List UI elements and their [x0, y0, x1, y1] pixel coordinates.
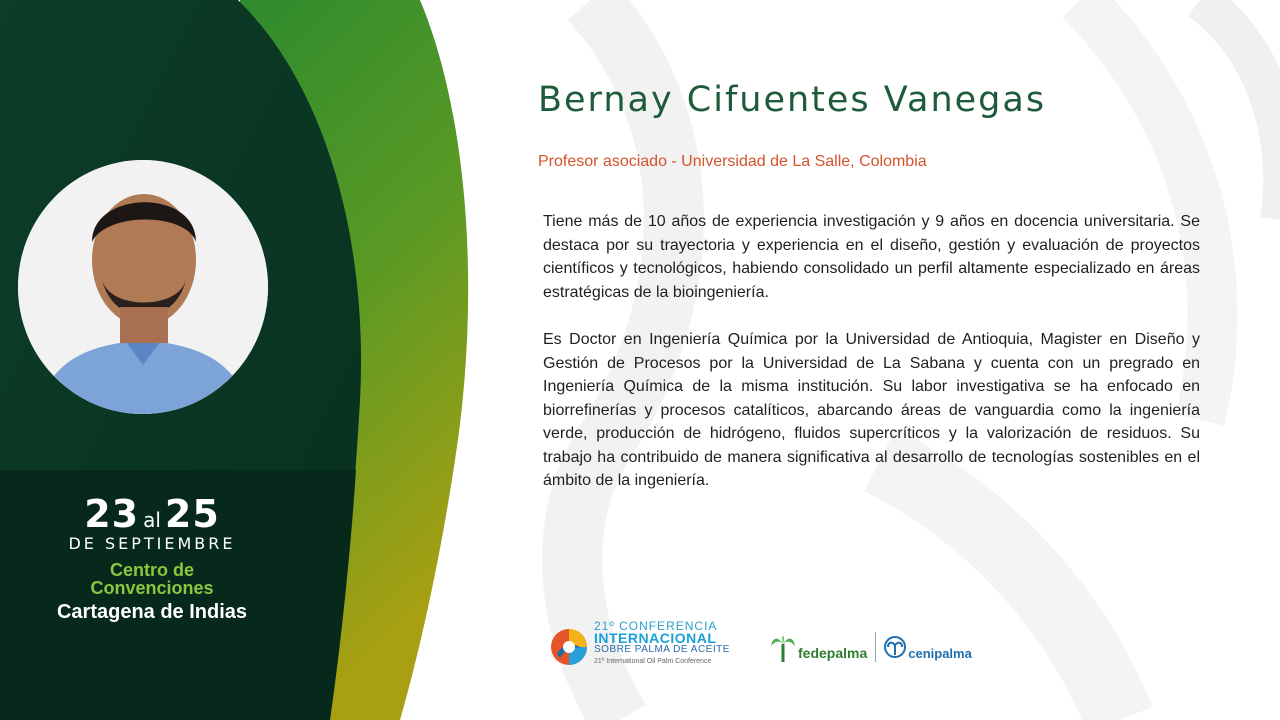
venue-line-2: Convenciones [90, 578, 214, 598]
conference-title: INTERNACIONAL [594, 630, 717, 646]
conference-emblem-icon [548, 626, 590, 668]
date-month: DE SEPTIEMBRE [68, 534, 236, 553]
conference-logo-text [594, 620, 730, 668]
venue-line-1: Centro de [109, 560, 194, 580]
speaker-bio [543, 210, 1200, 517]
event-dates [22, 492, 282, 536]
speaker-photo [18, 160, 268, 414]
date-start: 23 [84, 492, 140, 536]
person-avatar-icon [18, 160, 268, 414]
palm-tree-icon [770, 632, 796, 662]
date-end: 25 [164, 492, 220, 536]
conference-english-title: 21º International Oil Palm Conference [594, 658, 712, 665]
date-connector: al [143, 508, 161, 532]
partner-logos [770, 630, 972, 664]
conference-edition: 21º CONFERENCIA [594, 619, 718, 633]
venue-name [22, 561, 282, 597]
speaker-name: Bernay Cifuentes Vanegas [538, 80, 1047, 120]
conference-subtitle: SOBRE PALMA DE ACEITE [594, 644, 730, 655]
event-date-block [22, 492, 282, 624]
bio-paragraph-2: Es Doctor en Ingeniería Química por la Universidad de Antioquia, Magister en Diseño y Gestión de Procesos por la Universidad de La Sabana y cuenta con un pregrado en Ingeniería Química de la misma institución. Su labor investigativa se ha enfocado en biorrefinerías y procesos catalíticos, abarcando áreas de vanguardia como la ingeniería verde, producción de hidrógeno, fluidos supercríticos y la valorización de residuos. Su trabajo ha contribuido de manera significativa al desarrollo de tecnologías sostenibles en el ámbito de la ingeniería. [543, 331, 1200, 489]
event-city: Cartagena de Indias [56, 601, 248, 623]
fedepalma-logo-text: fedepalma [798, 645, 868, 661]
conference-logo [548, 620, 748, 672]
logo-separator [875, 632, 876, 662]
speaker-role: Profesor asociado - Universidad de La Salle, Colombia [538, 153, 927, 170]
cenipalma-emblem-icon [884, 636, 906, 658]
cenipalma-logo-text: cenipalma [908, 645, 972, 661]
bio-paragraph-1: Tiene más de 10 años de experiencia investigación y 9 años en docencia universitaria. Se destaca por su trayectoria y experiencia en el diseño, gestión y evaluación de proyectos científicos y tecnológicos, habiendo consolidado un perfil altamente especializado en áreas estratégicas de la bioingeniería. [543, 213, 1200, 301]
